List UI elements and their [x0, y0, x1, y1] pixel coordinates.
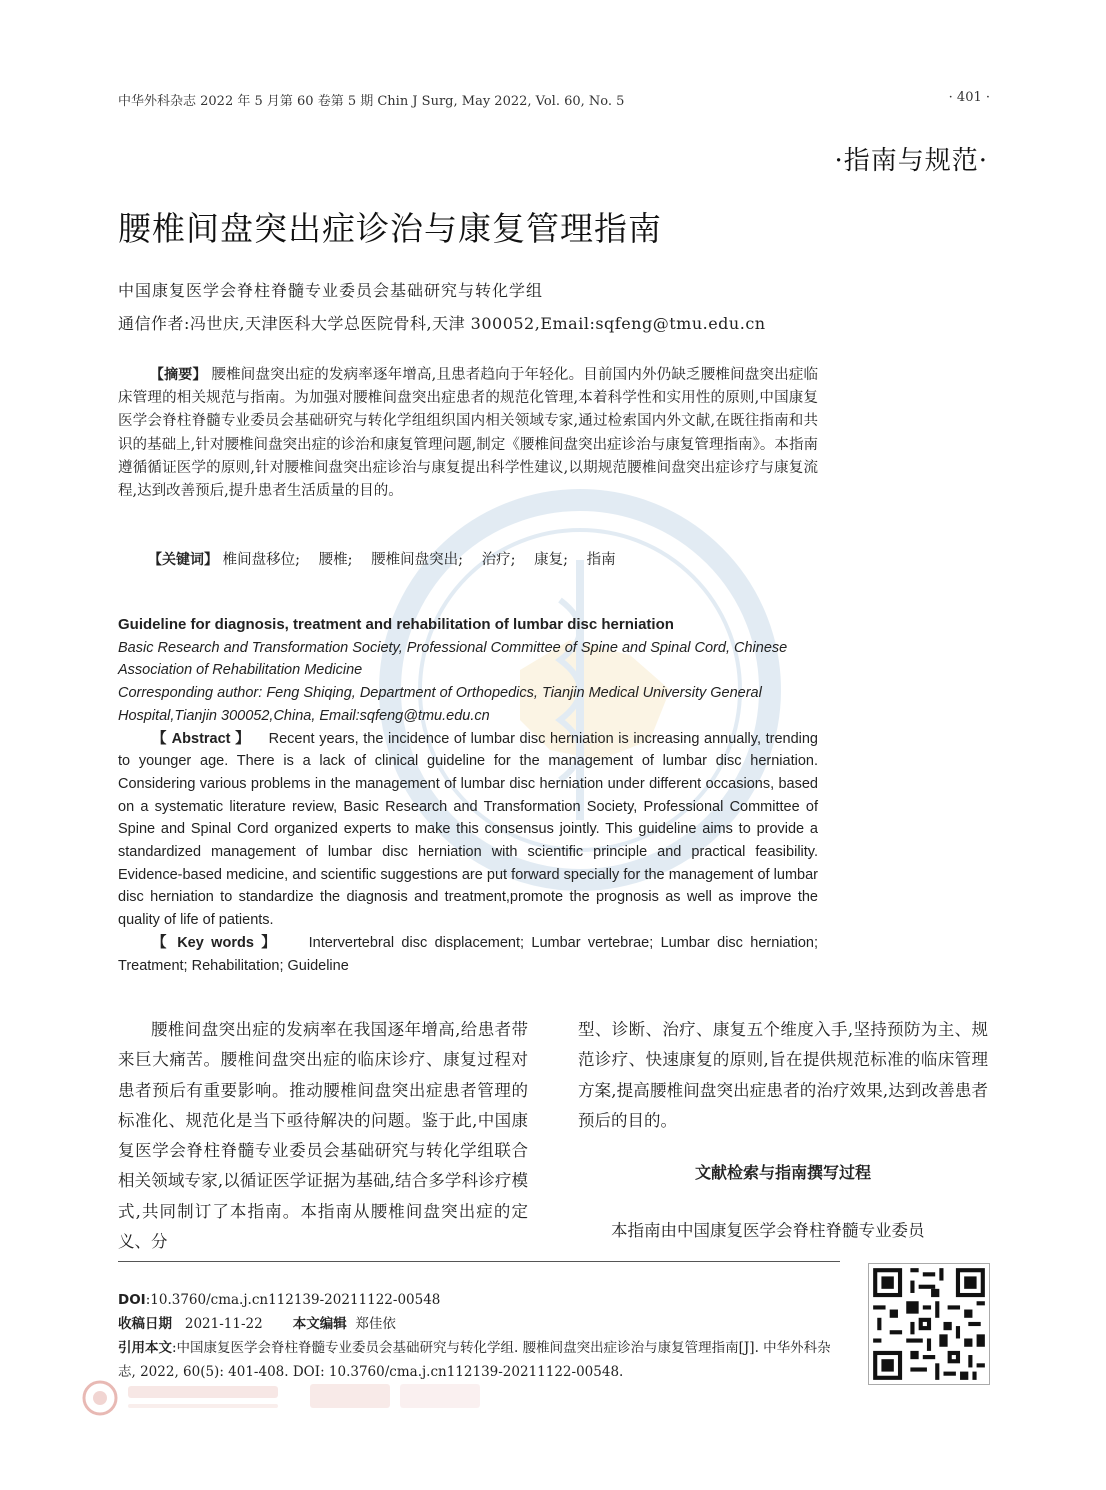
received-label: 收稿日期 — [118, 1316, 172, 1332]
doi-value[interactable]: :10.3760/cma.j.cn112139-20211122-00548 — [145, 1292, 441, 1308]
doi-line — [118, 1288, 840, 1312]
chinese-keywords — [118, 549, 818, 572]
english-keywords-label: 【 Key words 】 — [152, 934, 280, 951]
abstract-text: 腰椎间盘突出症的发病率逐年增高,且患者趋向于年轻化。目前国内外仍缺乏腰椎间盘突出症临床管理的相关规范与指南。为加强对腰椎间盘突出症患者的规范化管理,本着科学性和实用性的原则,中国康复医学会脊柱脊髓专业委员会基础研究与转化学组组织国内相关领域专家,通过检索国内外文献,在既往指南和共识的基础上,针对腰椎间盘突出症的诊治和康复管理问题,制定《腰椎间盘突出症诊治与康复管理指南》。本指南遵循循证医学的原则,针对腰椎间盘突出症诊治与康复提出科学性建议,以期规范腰椎间盘突出症诊疗与康复流程,达到改善预后,提升患者生活质量的目的。 — [118, 367, 819, 500]
body-column-right-continued — [578, 1216, 988, 1246]
cite-label: 引用本文 — [118, 1340, 172, 1356]
keyword: 指南 — [586, 552, 616, 568]
citation-block — [118, 1336, 840, 1384]
english-abstract-block — [118, 614, 818, 977]
body-paragraph: 腰椎间盘突出症的发病率在我国逐年增高,给患者带来巨大痛苦。腰椎间盘突出症的临床诊疗、康复过程对患者预后有重要影响。推动腰椎间盘突出症患者管理的标准化、规范化是当下亟待解决的问题。鉴于此,中国康复医学会脊柱脊髓专业委员会基础研究与转化学组联合相关领域专家,以循证医学证据为基础,结合多学科诊疗模式,共同制订了本指南。本指南从腰椎间盘突出症的定义、分 — [118, 1020, 528, 1252]
keywords-label: 【关键词】 — [148, 552, 218, 568]
editor-value: 郑佳依 — [355, 1316, 396, 1332]
article-title: 腰椎间盘突出症诊治与康复管理指南 — [118, 209, 662, 248]
body-paragraph: 型、诊断、治疗、康复五个维度入手,坚持预防为主、规范诊疗、快速康复的原则,旨在提供规范标准的临床管理方案,提高腰椎间盘突出症患者的治疗效果,达到改善患者预后的目的。 — [578, 1020, 988, 1130]
qr-code[interactable] — [868, 1263, 990, 1385]
keyword: 腰椎; — [318, 552, 353, 568]
keyword: 椎间盘移位; — [222, 552, 300, 568]
footnote-divider — [118, 1261, 840, 1262]
keyword: 治疗; — [481, 552, 516, 568]
running-head: 中华外科杂志 2022 年 5 月第 60 卷第 5 期 Chin J Surg, May 2022, Vol. 60, No. 5 — [118, 94, 625, 109]
received-value: 2021-11-22 — [184, 1316, 263, 1332]
author-group: 中国康复医学会脊柱脊髓专业委员会基础研究与转化学组 — [118, 281, 544, 300]
keyword: 康复; — [534, 552, 568, 568]
doi-label: DOI — [118, 1292, 146, 1308]
body-column-left — [118, 1015, 528, 1257]
english-abstract-label: 【 Abstract 】 — [152, 730, 251, 747]
corresponding-author: 通信作者:冯世庆,天津医科大学总医院骨科,天津 300052,Email:sqfeng@tmu.edu.cn — [118, 314, 766, 333]
body-paragraph: 本指南由中国康复医学会脊柱脊髓专业委员 — [611, 1221, 925, 1240]
cite-value: :中国康复医学会脊柱脊髓专业委员会基础研究与转化学组. 腰椎间盘突出症诊治与康复管理指南[J]. 中华外科杂志, 2022, 60(5): 401-408. DOI: 10.3760/cma.j.cn112139-20211122-00548. — [118, 1340, 831, 1380]
qr-code-icon — [869, 1264, 989, 1384]
english-abstract-text: Recent years, the incidence of lumbar disc herniation is increasing annually, trending to younger age. There is a lack of clinical guideline for the management of lumbar disc herniation. Considering various problems in the management of lumbar disc herniation under different occasions, based on a systematic literature review, Basic Research and Transformation Society, Professional Committee of Spine and Spinal Cord organized experts to make this consensus jointly. This guideline aims to provide a standardized management of lumbar disc herniation with scientific principle and practical feasibility. Evidence-based medicine, and scientific suggestions are put forward specially for the management of lumbar disc herniation to standardize the diagnosis and treatment,promote the prognosis as well as improve the quality of life of patients. — [118, 730, 818, 929]
section-heading: 文献检索与指南撰写过程 — [694, 1163, 871, 1182]
english-affiliation: Basic Research and Transformation Society, Professional Committee of Spine and Spinal Cord, Chinese Association of Rehabilitation Medicine — [118, 639, 788, 679]
english-corresponding: Corresponding author: Feng Shiqing, Department of Orthopedics, Tianjin Medical University General Hospital,Tianjin 300052,China, Email:sqfeng@tmu.edu.cn — [118, 685, 762, 724]
english-abstract — [118, 728, 818, 932]
body-column-right — [578, 1015, 988, 1136]
english-title: Guideline for diagnosis, treatment and rehabilitation of lumbar disc herniation — [118, 616, 674, 633]
publisher-logo-watermark — [80, 1378, 500, 1418]
received-line — [118, 1312, 840, 1336]
english-keywords — [118, 932, 818, 977]
keyword: 腰椎间盘突出; — [371, 552, 463, 568]
page-number: · 401 · — [948, 90, 990, 105]
editor-label: 本文编辑 — [292, 1316, 347, 1332]
english-keywords-text: Intervertebral disc displacement; Lumbar vertebrae; Lumbar disc herniation; Treatment; Rehabilitation; Guideline — [118, 934, 818, 974]
abstract-label: 【摘要】 — [149, 367, 207, 383]
chinese-abstract — [118, 364, 818, 503]
section-tag: ·指南与规范· — [834, 146, 988, 176]
